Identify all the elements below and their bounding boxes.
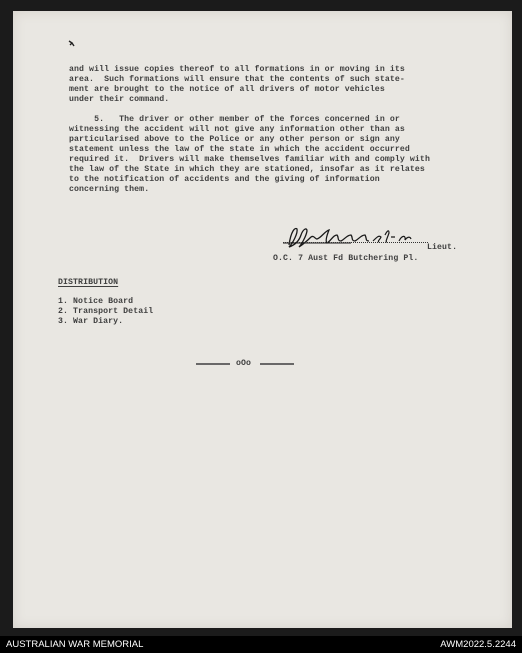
end-mark: oOo	[236, 359, 252, 368]
paragraph-5-line-4: statement unless the law of the state in which the accident occurred	[69, 145, 410, 154]
distribution-item: 1. Notice Board	[58, 297, 134, 306]
signature-rank: Lieut.	[427, 243, 458, 252]
footer-accession-number: AWM2022.5.2244	[440, 639, 516, 650]
signature-dotted-line	[283, 242, 428, 245]
handwritten-signature	[281, 223, 435, 255]
paragraph-4-line-3: ment are brought to the notice of all drivers of motor vehicles	[69, 85, 385, 94]
paragraph-5-line-8: concerning them.	[69, 185, 150, 194]
paragraph-5-line-6: the law of the State in which they are stationed, insofar as it relates	[69, 165, 425, 174]
footer-institution: AUSTRALIAN WAR MEMORIAL	[6, 639, 144, 650]
paragraph-4-line-2: area. Such formations will ensure that the contents of such state-	[69, 75, 405, 84]
paragraph-4-line-1: and will issue copies thereof to all formations in or moving in its	[69, 65, 405, 74]
paragraph-5-line-2: witnessing the accident will not give any information other than as	[69, 125, 405, 134]
paragraph-5-line-1: 5. The driver or other member of the forces concerned in or	[69, 115, 400, 124]
paragraph-5-line-5: required it. Drivers will make themselves familiar with and comply with	[69, 155, 430, 164]
distribution-item: 3. War Diary.	[58, 317, 124, 326]
paragraph-5-line-3: particularised above to the Police or any other person or sign any	[69, 135, 400, 144]
signature-title: O.C. 7 Aust Fd Butchering Pl.	[273, 254, 419, 263]
footer-bar	[0, 636, 522, 653]
paragraph-5-line-7: to the notification of accidents and the giving of information	[69, 175, 380, 184]
document-page	[13, 11, 512, 628]
paragraph-4-line-4: under their command.	[69, 95, 170, 104]
distribution-item: 2. Transport Detail	[58, 307, 154, 316]
distribution-heading: DISTRIBUTION	[58, 278, 119, 287]
ink-mark	[67, 39, 76, 48]
